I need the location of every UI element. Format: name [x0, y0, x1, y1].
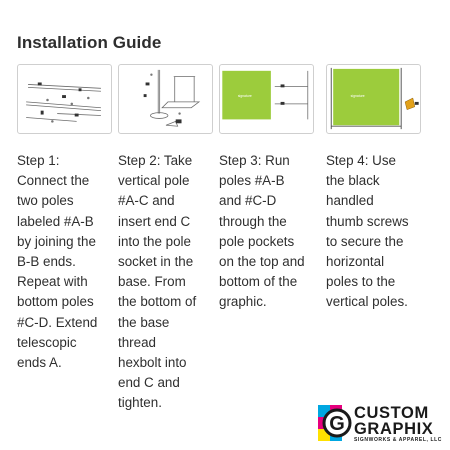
thumb-screw-diagram-icon: [327, 65, 420, 133]
logo-line-2: GRAPHIX: [354, 420, 434, 438]
step-3-image: [219, 64, 314, 134]
cmyk-g-logo-icon: [318, 405, 354, 443]
logo-line-1: CUSTOM: [354, 404, 429, 422]
page-title: Installation Guide: [17, 33, 162, 52]
step-1-text: Step 1: Connect the two poles labeled #A-B by joining the B-B ends. Repeat with bottom poles #C-D. Extend telescopic ends A.: [17, 153, 98, 371]
svg-text:signature: signature: [350, 94, 365, 99]
pole-base-diagram-icon: [119, 65, 212, 133]
step-4-image: [326, 64, 421, 134]
graphic-pockets-diagram-icon: [220, 65, 313, 133]
step-4-text: Step 4: Use the black handled thumb screws to secure the horizontal poles to the vertical poles.: [326, 153, 409, 310]
step-2-text: Step 2: Take vertical pole #A-C and insert end C into the pole socket in the base. From the bottom of the base thread hexbolt into end C and tighten.: [118, 153, 197, 411]
step-2-image: [118, 64, 213, 134]
company-logo: [318, 403, 446, 445]
step-1-image: [17, 64, 112, 134]
svg-text:G: G: [329, 413, 345, 435]
poles-assembly-diagram-icon: [18, 65, 111, 133]
step-3-text: Step 3: Run poles #A-B and #C-D through the pole pockets on the top and bottom of the graphic.: [219, 153, 305, 310]
svg-text:signature: signature: [237, 94, 252, 99]
logo-subtitle: SIGNWORKS & APPAREL, LLC: [354, 437, 443, 443]
